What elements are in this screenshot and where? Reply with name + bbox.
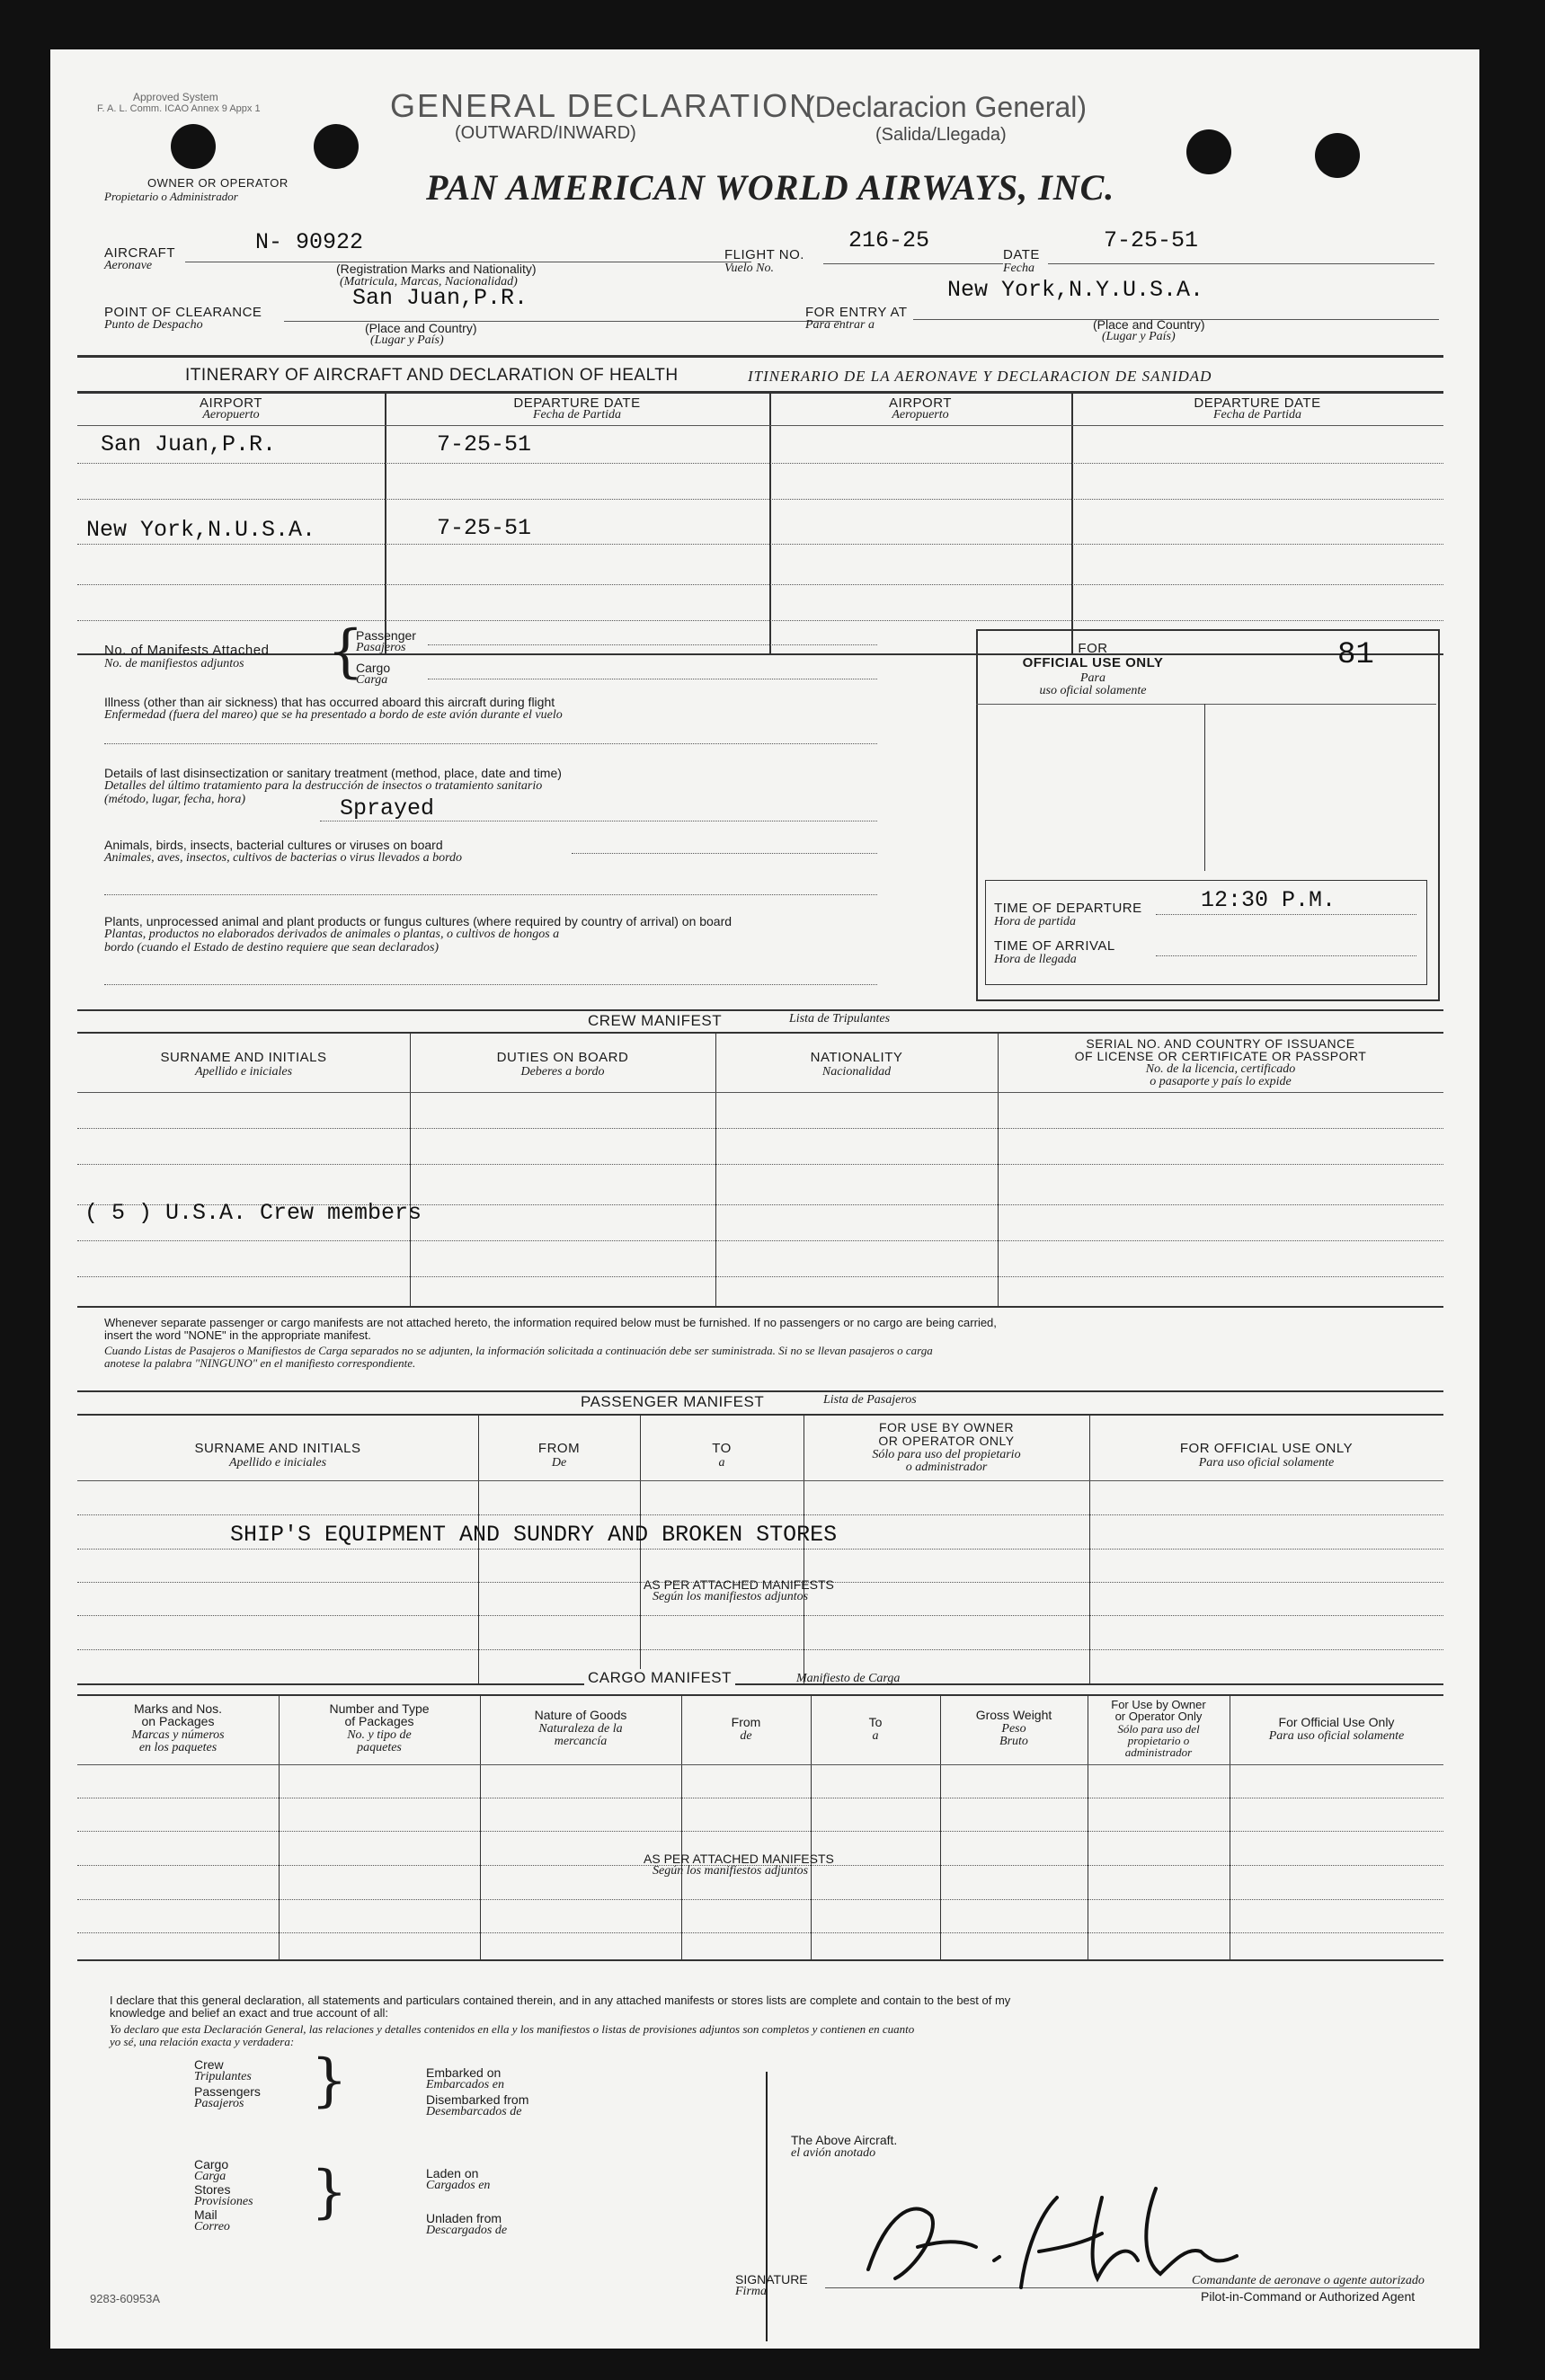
role: Pilot-in-Command or Authorized Agent — [1201, 2289, 1416, 2304]
itinerary-col-airport-es: Aeropuerto — [202, 408, 260, 422]
passenger-title: PASSENGER MANIFEST — [581, 1393, 765, 1410]
illness-label-es: Enfermedad (fuera del mareo) que se ha presentado a bordo de este avión durante el vuelo — [104, 708, 563, 722]
itinerary-col-airport-2-es: Aeropuerto — [892, 408, 949, 422]
crew-col-nationality-es: Nacionalidad — [821, 1065, 892, 1079]
cargo-col-marks-es: Marcas y números — [131, 1728, 225, 1742]
punch-hole — [171, 124, 216, 169]
arrival-time-label-es: Hora de llegada — [994, 953, 1077, 966]
passenger-col-owner-2: OR OPERATOR ONLY — [878, 1434, 1015, 1448]
place-country-1: (Place and Country) — [365, 321, 477, 335]
decl-embarked-es: Embarcados en — [426, 2078, 504, 2091]
passenger-col-official-es: Para uso oficial solamente — [1198, 1456, 1335, 1470]
passenger-col-owner: FOR USE BY OWNER — [878, 1420, 1015, 1434]
crew-col-nationality: NATIONALITY — [810, 1050, 903, 1065]
cargo-col-from-es: de — [740, 1729, 752, 1743]
place-country-1-es: (Lugar y País) — [370, 333, 444, 347]
form-title: GENERAL DECLARATION — [390, 87, 815, 124]
itinerary-col-departure-es: Fecha de Partida — [533, 408, 621, 422]
brace: } — [311, 2047, 348, 2114]
cargo-col-number-2: of Packages — [344, 1714, 414, 1728]
crew-title-es: Lista de Tripulantes — [789, 1012, 891, 1026]
illness-label: Illness (other than air sickness) that has occurred aboard this aircraft during flight — [104, 695, 555, 709]
passenger-attached: AS PER ATTACHED MANIFESTS — [644, 1577, 834, 1592]
above-aircraft-es: el avión anotado — [791, 2146, 876, 2160]
decl-crew-es: Tripulantes — [194, 2070, 252, 2083]
cargo-col-marks: Marks and Nos. — [133, 1701, 223, 1716]
cargo-attached-es: Según los manifiestos adjuntos — [653, 1864, 809, 1878]
cargo-col-official: For Official Use Only — [1278, 1715, 1395, 1729]
cargo-col-owner-es-2: propietario o — [1127, 1734, 1190, 1747]
decl-stores-es: Provisiones — [194, 2195, 253, 2208]
passenger-attached-es: Según los manifiestos adjuntos — [653, 1590, 809, 1603]
cargo-title-es: Manifiesto de Carga — [796, 1672, 901, 1685]
itinerary-row-airport: San Juan,P.R. — [101, 431, 277, 457]
entry-label-es: Para entrar a — [805, 318, 875, 332]
registration-note-es: (Matricula, Marcas, Nacionalidad) — [340, 275, 518, 289]
clearance-label-es: Punto de Despacho — [104, 318, 203, 332]
disinsect-label-es-2: (método, lugar, fecha, hora) — [104, 793, 246, 806]
declaration-text: I declare that this general declaration, all statements and particulars contained therein, and in any attached manifests or stores lists are complete and contain to the best of my — [110, 1994, 1011, 2007]
itinerary-col-departure-2-es: Fecha de Partida — [1213, 408, 1301, 422]
itinerary-title: ITINERARY OF AIRCRAFT AND DECLARATION OF HEALTH — [185, 366, 679, 385]
itinerary-row-airport: New York,N.U.S.A. — [86, 517, 316, 543]
official-for: FOR — [1078, 641, 1108, 656]
cargo-col-nature-es-2: mercancía — [554, 1735, 608, 1748]
cargo-col-nature-es: Naturaleza de la — [538, 1722, 623, 1736]
flight-label: FLIGHT NO. — [724, 247, 804, 262]
departure-time-label-es: Hora de partida — [994, 915, 1076, 928]
cargo-col-from: From — [731, 1715, 761, 1729]
passenger-entry: SHIP'S EQUIPMENT AND SUNDRY AND BROKEN STORES — [230, 1522, 838, 1548]
owner-label: OWNER OR OPERATOR — [147, 176, 289, 190]
decl-crew: Crew — [194, 2057, 224, 2072]
itinerary-col-departure: DEPARTURE DATE — [513, 395, 641, 411]
itinerary-row-date: 7-25-51 — [437, 515, 532, 541]
passenger-col-from: FROM — [537, 1441, 581, 1456]
aircraft-label: AIRCRAFT — [104, 245, 175, 261]
declaration-text-es-2: yo sé, una relación exacta y verdadera: — [110, 2035, 295, 2048]
itinerary-row-date: 7-25-51 — [437, 431, 532, 457]
animals-label: Animals, birds, insects, bacterial cultures or viruses on board — [104, 838, 443, 852]
arrival-time-label: TIME OF ARRIVAL — [994, 938, 1115, 954]
itinerary-col-airport: AIRPORT — [200, 395, 262, 411]
declaration-text-2: knowledge and belief an exact and true account of all: — [110, 2006, 389, 2020]
passenger-col-surname: SURNAME AND INITIALS — [194, 1441, 361, 1456]
decl-stores: Stores — [194, 2182, 231, 2197]
decl-mail: Mail — [194, 2207, 218, 2222]
approved-system-ref: F. A. L. Comm. ICAO Annex 9 Appx 1 — [97, 103, 261, 114]
brace: { — [327, 618, 364, 685]
decl-cargo: Cargo — [194, 2157, 229, 2171]
aircraft-registration: N- 90922 — [255, 229, 364, 255]
flight-number: 216-25 — [848, 227, 930, 253]
crew-col-license-es: No. de la licencia, certificado — [1145, 1062, 1296, 1076]
form-number: 9283-60953A — [90, 2292, 161, 2305]
crew-col-duties: DUTIES ON BOARD — [496, 1050, 629, 1065]
decl-passengers-es: Pasajeros — [194, 2097, 244, 2110]
decl-mail-es: Correo — [194, 2220, 230, 2233]
crew-note: Whenever separate passenger or cargo manifests are not attached hereto, the information required below must be furnished. If no passengers or no cargo are being carried, — [104, 1316, 997, 1329]
punch-hole — [314, 124, 359, 169]
passenger-col-from-es: De — [551, 1456, 567, 1470]
departure-time-label: TIME OF DEPARTURE — [994, 901, 1142, 916]
decl-cargo-es: Carga — [194, 2170, 226, 2183]
clearance-label: POINT OF CLEARANCE — [104, 305, 262, 320]
decl-embarked: Embarked on — [426, 2065, 502, 2080]
date-label-es: Fecha — [1003, 262, 1034, 275]
cargo-col-weight: Gross Weight — [975, 1708, 1052, 1722]
crew-col-surname: SURNAME AND INITIALS — [160, 1050, 327, 1065]
role-es: Comandante de aeronave o agente autorizado — [1192, 2274, 1425, 2287]
decl-laden-es: Cargados en — [426, 2179, 491, 2192]
aircraft-label-es: Aeronave — [104, 259, 153, 272]
manifest-passenger-es: Pasajeros — [356, 641, 406, 654]
decl-laden: Laden on — [426, 2166, 479, 2180]
decl-disembarked: Disembarked from — [426, 2092, 529, 2107]
flight-date: 7-25-51 — [1104, 227, 1199, 253]
crew-note-es-2: anotese la palabra "NINGUNO" en el manifiesto correspondiente. — [104, 1356, 416, 1370]
plants-label: Plants, unprocessed animal and plant products or fungus cultures (where required by country of arrival) on board — [104, 914, 733, 928]
cargo-col-marks-es-2: en los paquetes — [138, 1741, 218, 1754]
form-title-es: (Declaracion General) — [805, 91, 1088, 123]
crew-col-license-2: OF LICENSE OR CERTIFICATE OR PASSPORT — [1074, 1049, 1367, 1063]
punch-hole — [1315, 133, 1360, 178]
clearance-point: San Juan,P.R. — [352, 285, 528, 311]
place-country-2-es: (Lugar y País) — [1102, 330, 1176, 343]
cargo-col-to-es: a — [872, 1729, 879, 1743]
brace: } — [311, 2159, 348, 2225]
registration-note: (Registration Marks and Nationality) — [336, 262, 537, 276]
crew-col-license: SERIAL NO. AND COUNTRY OF ISSUANCE — [1086, 1036, 1355, 1051]
cargo-col-weight-es-2: Bruto — [999, 1735, 1028, 1748]
manifests-label: No. of Manifests Attached — [104, 643, 270, 658]
entry-point: New York,N.Y.U.S.A. — [947, 277, 1204, 303]
cargo-col-nature: Nature of Goods — [534, 1708, 627, 1722]
passenger-col-to-es: a — [718, 1456, 725, 1470]
punch-hole — [1186, 129, 1231, 174]
crew-col-surname-es: Apellido e iniciales — [194, 1065, 293, 1079]
departure-time: 12:30 P.M. — [1201, 887, 1336, 913]
cargo-title: CARGO MANIFEST — [584, 1669, 735, 1687]
cargo-col-to: To — [868, 1715, 883, 1729]
disinsect-value: Sprayed — [340, 795, 435, 821]
decl-unladen: Unladen from — [426, 2211, 502, 2225]
crew-col-duties-es: Deberes a bordo — [520, 1065, 605, 1079]
passenger-col-official: FOR OFFICIAL USE ONLY — [1179, 1441, 1354, 1456]
cargo-col-weight-es: Peso — [1001, 1722, 1026, 1736]
cargo-col-number: Number and Type — [329, 1701, 430, 1716]
crew-note-es: Cuando Listas de Pasajeros o Manifiestos de Carga separados no se adjunten, la información solicitada a continuación debe ser suministrada. Si no se llevan pasajeros o carga — [104, 1344, 933, 1357]
official-use-es-2: uso oficial solamente — [1039, 684, 1147, 697]
passenger-title-es: Lista de Pasajeros — [823, 1393, 917, 1407]
airline-name: PAN AMERICAN WORLD AIRWAYS, INC. — [426, 167, 1115, 208]
above-aircraft: The Above Aircraft. — [791, 2133, 898, 2147]
passenger-col-surname-es: Apellido e iniciales — [228, 1456, 327, 1470]
crew-note-2: insert the word "NONE" in the appropriate manifest. — [104, 1328, 371, 1342]
itinerary-col-departure-2: DEPARTURE DATE — [1194, 395, 1321, 411]
cargo-col-owner-es: Sólo para uso del — [1117, 1722, 1200, 1736]
manifest-cargo: Cargo — [356, 661, 391, 675]
cargo-col-number-es: No. y tipo de — [347, 1728, 412, 1742]
disinsect-label: Details of last disinsectization or sanitary treatment (method, place, date and time) — [104, 766, 562, 780]
plants-label-es-2: bordo (cuando el Estado de destino requiere que sean declarados) — [104, 941, 440, 955]
crew-title: CREW MANIFEST — [588, 1012, 723, 1029]
decl-unladen-es: Descargados de — [426, 2224, 508, 2237]
decl-passengers: Passengers — [194, 2084, 261, 2099]
passenger-col-owner-es-2: o administrador — [905, 1461, 988, 1474]
cargo-attached: AS PER ATTACHED MANIFESTS — [644, 1852, 834, 1866]
itinerary-col-airport-2: AIRPORT — [889, 395, 952, 411]
owner-label-es: Propietario o Administrador — [104, 190, 238, 203]
approved-system: Approved System — [133, 91, 218, 103]
date-label: DATE — [1003, 247, 1040, 262]
cargo-col-official-es: Para uso oficial solamente — [1268, 1729, 1405, 1743]
animals-label-es: Animales, aves, insectos, cultivos de bacterias o virus llevados a bordo — [104, 851, 463, 865]
cargo-col-owner: For Use by Owner — [1111, 1698, 1206, 1711]
flight-label-es: Vuelo No. — [724, 262, 774, 275]
manifests-label-es: No. de manifiestos adjuntos — [104, 657, 244, 670]
official-use-es: Para — [1080, 671, 1105, 685]
plants-label-es: Plantas, productos no elaborados derivados de animales o plantas, o cultivos de hongos a — [104, 928, 560, 941]
signature-label: SIGNATURE — [735, 2272, 808, 2287]
declaration-text-es: Yo declaro que esta Declaración General, las relaciones y detalles contenidos en ella y los manifiestos o listas de provisiones adjuntos son completos y contienen en cuanto — [110, 2022, 915, 2036]
form-subtitle: (OUTWARD/INWARD) — [455, 123, 636, 143]
official-use-label: OFFICIAL USE ONLY — [1022, 655, 1164, 670]
manifest-passenger: Passenger — [356, 628, 416, 643]
manifest-cargo-es: Carga — [356, 673, 388, 687]
cargo-col-owner-es-3: administrador — [1124, 1745, 1193, 1759]
official-number: 81 — [1337, 638, 1374, 672]
passenger-col-to: TO — [712, 1441, 732, 1456]
passenger-col-owner-es: Sólo para uso del propietario — [872, 1448, 1021, 1461]
crew-entry: ( 5 ) U.S.A. Crew members — [84, 1200, 422, 1226]
disinsect-label-es: Detalles del último tratamiento para la destrucción de insectos o tratamiento sanitario — [104, 779, 543, 793]
decl-disembarked-es: Desembarcados de — [426, 2105, 522, 2118]
cargo-col-owner-2: or Operator Only — [1114, 1710, 1203, 1723]
cargo-col-marks-2: on Packages — [141, 1714, 215, 1728]
itinerary-title-es: ITINERARIO DE LA AERONAVE Y DECLARACION DE SANIDAD — [748, 368, 1212, 385]
place-country-2: (Place and Country) — [1093, 317, 1205, 332]
cargo-col-number-es-2: paquetes — [357, 1741, 402, 1754]
crew-col-license-es-2: o pasaporte y país lo expide — [1150, 1075, 1292, 1088]
entry-label: FOR ENTRY AT — [805, 305, 908, 320]
form-subtitle-es: (Salida/Llegada) — [875, 125, 1007, 145]
signature-label-es: Firma — [735, 2285, 767, 2298]
declaration-form — [50, 49, 1479, 2349]
